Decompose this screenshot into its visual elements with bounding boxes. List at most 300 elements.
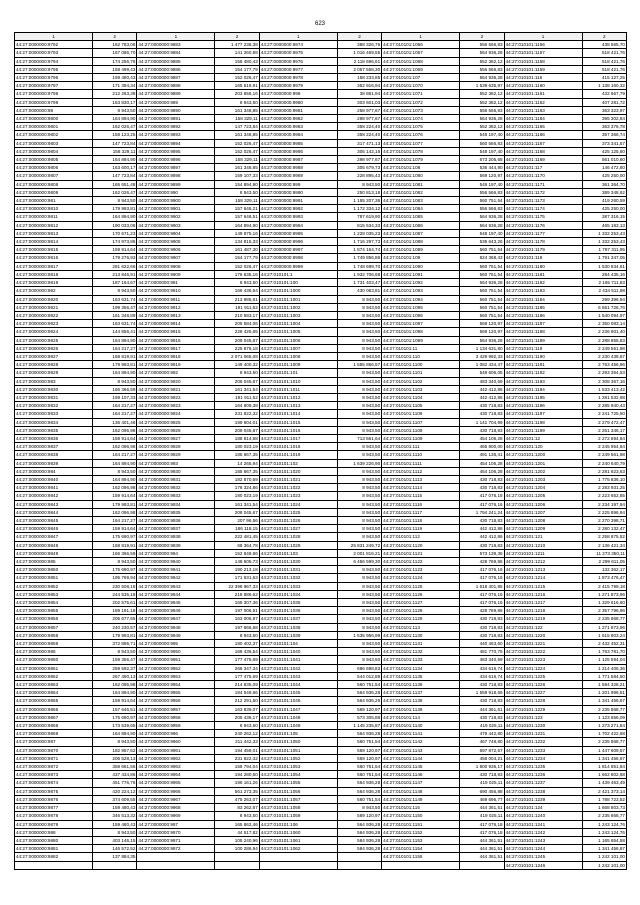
table-row [15,295,627,303]
cadastral-number-cell: 44:27:0000000:9851 [15,574,93,582]
table-row [15,139,627,147]
cadastral-number-cell: 44:27:010101:1016 [259,426,337,434]
cadastral-value-cell: 161 348,89 [93,311,137,319]
cadastral-value-cell: 188 814,88 [215,434,259,442]
cadastral-number-cell: 44:27:010101:12 [504,434,582,442]
cadastral-number-cell: 44:27:010101:1208 [504,516,582,524]
cadastral-value-cell: 564 936,28 [337,787,381,795]
cadastral-number-cell: 44:27:0000000:9943 [137,582,215,590]
cadastral-value-cell: 158 329,11 [215,197,259,205]
cadastral-number-cell: 44:27:010101:1219 [504,615,582,623]
cadastral-value-cell: 417 076,16 [460,574,504,582]
cadastral-number-cell: 44:27:010101:108 [382,164,460,172]
cadastral-number-cell: 44:27:0000000:9923 [137,402,215,410]
cadastral-number-cell: 44:27:010101:1148 [382,787,460,795]
cadastral-number-cell: 44:27:010101:1024 [259,500,337,508]
cadastral-number-cell: 44:27:0000000:9953 [137,672,215,680]
table-row [15,451,627,459]
cadastral-number-cell: 44:27:010101:1246 [504,861,582,869]
table-row [15,738,627,746]
cadastral-value-cell: 162 095,98 [93,681,137,689]
cadastral-value-cell: 8 943,50 [337,344,381,352]
cadastral-number-cell: 44:27:010101:1144 [382,754,460,762]
cadastral-number-cell: 44:27:0000000:995 [137,640,215,648]
cadastral-value-cell: 157 646,21 [215,205,259,213]
table-row [15,467,627,475]
cadastral-value-cell: 8 943,50 [337,443,381,451]
cadastral-value-cell: 544 012,89 [337,672,381,680]
cadastral-value-cell: 465 800,00 [460,443,504,451]
cadastral-number-cell: 44:27:0000000:9870 [15,746,93,754]
table-row [15,558,627,566]
cadastral-number-cell: 44:27:010101:1137 [382,689,460,697]
table-row [15,402,627,410]
cadastral-value-cell: 8 943,50 [337,640,381,648]
cadastral-number-cell: 44:27:0000000:9932 [137,484,215,492]
table-row [15,221,627,229]
table-row [15,49,627,57]
cadastral-value-cell: 430 718,83 [460,631,504,639]
cadastral-number-cell: 44:27:0000000:990 [137,188,215,196]
cadastral-number-cell: 44:27:010101:1221 [504,640,582,648]
cadastral-number-cell: 44:27:0000000:9802 [15,131,93,139]
cadastral-number-cell: 44:27:0000000:9854 [15,599,93,607]
table-row [15,541,627,549]
cadastral-number-cell: 44:27:0000000:9841 [15,484,93,492]
cadastral-value-cell: 560 751,54 [460,311,504,319]
cadastral-number-cell: 44:27:010101:106 [259,820,337,828]
cadastral-number-cell: 44:27:0000000:9977 [259,65,337,73]
cadastral-number-cell: 44:27:0000000:996 [137,730,215,738]
cadastral-value-cell: 231 822,32 [215,754,259,762]
cadastral-value-cell: 187 164,67 [93,279,137,287]
cadastral-number-cell: 44:27:0000000:9801 [15,123,93,131]
cadastral-value-cell: 569 120,97 [460,320,504,328]
header-cell: 2 [215,33,259,41]
cadastral-number-cell: 44:27:0000000:9983 [259,123,337,131]
table-row [15,344,627,352]
cadastral-value-cell: 168 436,54 [215,648,259,656]
cadastral-number-cell: 44:27:0000000:9836 [15,434,93,442]
cadastral-value-cell: 444 361,51 [460,705,504,713]
cadastral-number-cell: 44:27:0000000:9811 [15,213,93,221]
cadastral-value-cell: 2 071 065,08 [215,352,259,360]
cadastral-number-cell: 44:27:010101:1086 [382,221,460,229]
cadastral-number-cell: 44:27:0000000:9853 [15,590,93,598]
cadastral-number-cell: 44:27:010101:1225 [504,672,582,680]
cadastral-number-cell: 44:27:010101:1067 [382,49,460,57]
cadastral-value-cell: 206 528,13 [93,754,137,762]
cadastral-value-cell: 1 016 469,55 [337,49,381,57]
cadastral-number-cell: 44:27:010101:1015 [259,418,337,426]
cadastral-value-cell: 152 026,47 [215,262,259,270]
table-row [15,508,627,516]
cadastral-value-cell: 163 631,74 [93,295,137,303]
cadastral-number-cell: 44:27:010101:1073 [382,106,460,114]
cadastral-number-cell: 44:27:010101:1236 [504,771,582,779]
header-row [15,33,627,41]
table-row [15,377,627,385]
cadastral-value-cell: 2 281 623,63 [582,467,626,475]
table-row [15,254,627,262]
table-row [15,648,627,656]
cadastral-value-cell: 518 421,76 [582,57,626,65]
cadastral-value-cell: 1 555 866,57 [337,361,381,369]
cadastral-number-cell: 44:27:0000000:9855 [15,607,93,615]
cadastral-value-cell: 2 240 640,79 [582,459,626,467]
cadastral-number-cell: 44:27:010101:1053 [259,763,337,771]
cadastral-number-cell: 44:27:0000000:993 [137,459,215,467]
cadastral-number-cell: 44:27:010101:1002 [259,303,337,311]
cadastral-value-cell: 164 217,27 [93,402,137,410]
cadastral-value-cell: 8 943,50 [337,533,381,541]
cadastral-number-cell: 44:27:010101:1129 [382,615,460,623]
cadastral-number-cell: 44:27:0000000:9928 [137,443,215,451]
cadastral-number-cell: 44:27:0000000:9920 [137,377,215,385]
cadastral-number-cell: 44:27:010101:1220 [504,631,582,639]
cadastral-value-cell: 824 368,43 [460,254,504,262]
cadastral-number-cell: 44:27:0000000:9821 [15,303,93,311]
cadastral-number-cell: 44:27:010101:1074 [382,115,460,123]
cadastral-number-cell: 44:27:0000000:9901 [137,205,215,213]
cadastral-value-cell: 199 604,01 [215,418,259,426]
cadastral-number-cell: 44:27:010101:124 [504,804,582,812]
cadastral-value-cell: 564 936,28 [460,74,504,82]
cadastral-value-cell: 1 535 956,99 [337,631,381,639]
cadastral-value-cell: 158 329,11 [215,115,259,123]
cadastral-number-cell: 44:27:010101:1213 [504,566,582,574]
cadastral-value-cell: 2 308 367,16 [582,377,626,385]
cadastral-number-cell: 44:27:010101:1043 [259,672,337,680]
cadastral-number-cell: 44:27:0000000:9913 [137,311,215,319]
cadastral-number-cell: 44:27:010101:1071 [382,90,460,98]
cadastral-number-cell: 44:27:010101:1209 [504,525,582,533]
cadastral-value-cell: 231 822,32 [215,410,259,418]
cadastral-number-cell: 44:27:0000000:9874 [15,779,93,787]
cadastral-number-cell: 44:27:0000000:9903 [137,221,215,229]
cadastral-number-cell: 44:27:0000000:9919 [137,361,215,369]
cadastral-number-cell: 44:27:010101:1149 [382,795,460,803]
cadastral-value-cell: 686 698,83 [337,664,381,672]
cadastral-number-cell: 44:27:010101:1218 [504,607,582,615]
cadastral-number-cell: 44:27:010101:1232 [504,738,582,746]
table-row [15,549,627,557]
cadastral-number-cell: 44:27:010101:1231 [504,730,582,738]
cadastral-number-cell: 44:27:010101:1060 [259,828,337,836]
cadastral-number-cell: 44:27:0000000:9904 [137,229,215,237]
cadastral-value-cell: 430 718,83 [460,615,504,623]
cadastral-number-cell: 44:27:010101:1105 [382,402,460,410]
cadastral-value-cell: 2 434 511,98 [582,287,626,295]
table-row [15,82,627,90]
cadastral-value-cell: 584 936,28 [337,845,381,853]
cadastral-value-cell: 281 622,66 [93,262,137,270]
cadastral-value-cell: 185 667,35 [215,467,259,475]
cadastral-number-cell: 44:27:0000000:9982 [259,115,337,123]
cadastral-value-cell: 430 718,83 [460,426,504,434]
table-row [15,631,627,639]
cadastral-number-cell: 44:27:010101:1234 [504,754,582,762]
cadastral-number-cell: 44:27:0000000:999 [259,180,337,188]
cadastral-value-cell: 552 382,12 [460,90,504,98]
cadastral-number-cell: 44:27:0000000:9991 [259,197,337,205]
cadastral-number-cell: 44:27:010101:1115 [382,492,460,500]
cadastral-number-cell: 44:27:010101:101 [259,369,337,377]
cadastral-number-cell: 44:27:0000000:9944 [137,590,215,598]
cadastral-value-cell: 157 646,51 [215,213,259,221]
table-row [15,426,627,434]
cadastral-number-cell: 44:27:010101:1124 [382,574,460,582]
cadastral-value-cell: 166 366,59 [93,385,137,393]
cadastral-number-cell: 44:27:010101:1094 [382,295,460,303]
cadastral-value-cell: 171 394,34 [93,82,137,90]
cadastral-value-cell: 442 412,86 [460,393,504,401]
cadastral-number-cell: 44:27:0000000:9868 [15,722,93,730]
cadastral-number-cell: 44:27:0000000:9987 [259,156,337,164]
cadastral-value-cell: 185 667,35 [215,451,259,459]
table-row [15,434,627,442]
cadastral-number-cell: 44:27:010101:1008 [259,352,337,360]
cadastral-number-cell: 44:27:0000000:9937 [137,525,215,533]
cadastral-value-cell: 1 242 101,00 [582,853,626,861]
cadastral-number-cell: 44:27:010101:1206 [504,500,582,508]
cadastral-value-cell: 2 245 954,84 [582,443,626,451]
cadastral-number-cell: 44:27:010101:1121 [382,549,460,557]
table-row [15,131,627,139]
cadastral-number-cell: 44:27:0000000:9807 [15,172,93,180]
table-row [15,303,627,311]
cadastral-value-cell: 8 943,50 [337,623,381,631]
cadastral-number-cell: 44:27:0000000:9927 [137,434,215,442]
cadastral-value-cell: 417 076,16 [460,599,504,607]
cadastral-value-cell: 305 142,16 [337,147,381,155]
cadastral-value-cell: 434 616,74 [460,672,504,680]
cadastral-number-cell: 44:27:010101:1227 [504,689,582,697]
cadastral-value-cell: 240 262,12 [215,730,259,738]
cadastral-value-cell: 162 096,98 [93,443,137,451]
cadastral-number-cell: 44:27:0000000:9859 [15,640,93,648]
cadastral-value-cell: 154 894,90 [215,180,259,188]
cadastral-value-cell: 346 513,32 [93,812,137,820]
cadastral-number-cell: 44:27:010101:1178 [504,238,582,246]
cadastral-number-cell: 44:27:010101:1224 [504,664,582,672]
cadastral-value-cell: 214 835,09 [215,681,259,689]
cadastral-value-cell: 1 214 406,36 [582,664,626,672]
cadastral-number-cell: 44:27:0000000:9940 [137,558,215,566]
cadastral-number-cell: 44:27:010101:1013 [259,402,337,410]
cadastral-value-cell: 425 250,00 [582,205,626,213]
cadastral-value-cell: 179 993,81 [93,500,137,508]
cadastral-number-cell: 44:27:0000000:9823 [15,320,93,328]
cadastral-number-cell: 44:27:0000000:9815 [15,246,93,254]
cadastral-number-cell: 44:27:0000000:9882 [15,853,93,861]
cadastral-number-cell: 44:27:010101:1153 [382,836,460,844]
table-row [15,172,627,180]
cadastral-number-cell: 44:27:010101:1081 [382,180,460,188]
header-cell: 1 [15,33,93,41]
cadastral-number-cell: 44:27:010101:1125 [382,582,460,590]
cadastral-value-cell: 1 341 456,67 [582,697,626,705]
cadastral-number-cell: 44:27:010101:1034 [259,590,337,598]
cadastral-number-cell: 44:27:0000000:9910 [137,287,215,295]
cadastral-value-cell: 2 230 438,67 [582,352,626,360]
table-row [15,484,627,492]
cadastral-value-cell [460,861,504,869]
cadastral-number-cell: 44:27:010101:1059 [259,812,337,820]
cadastral-number-cell: 44:27:010101:1100 [382,361,460,369]
cadastral-value-cell: 228 425,65 [215,328,259,336]
cadastral-number-cell: 44:27:010101:1194 [504,385,582,393]
cadastral-number-cell: 44:27:010101:1123 [382,566,460,574]
cadastral-number-cell: 44:27:0000000:9963 [137,763,215,771]
cadastral-value-cell: 6 456 599,30 [337,558,381,566]
table-body [15,41,627,870]
cadastral-value-cell: 2 280 132,47 [582,525,626,533]
cadastral-number-cell: 44:27:010101:1158 [504,57,582,65]
cadastral-value-cell: 1 763 781,70 [582,648,626,656]
cadastral-number-cell: 44:27:0000000:992 [137,369,215,377]
cadastral-value-cell: 173 539,65 [93,722,137,730]
cadastral-value-cell: 1 155 207,36 [337,197,381,205]
cadastral-number-cell: 44:27:010101:1133 [382,656,460,664]
cadastral-value-cell: 8 943,50 [337,599,381,607]
cadastral-number-cell: 44:27:0000000:9831 [15,393,93,401]
cadastral-number-cell: 44:27:0000000:9852 [15,582,93,590]
cadastral-value-cell [337,853,381,861]
cadastral-value-cell: 564 936,28 [460,115,504,123]
cadastral-value-cell: 2 136 421,34 [582,541,626,549]
cadastral-number-cell: 44:27:010101:1211 [504,549,582,557]
cadastral-number-cell: 44:27:010101:1012 [259,393,337,401]
table-row [15,336,627,344]
cadastral-number-cell: 44:27:010101:1117 [382,508,460,516]
cadastral-number-cell: 44:27:010101:1045 [259,689,337,697]
cadastral-number-cell: 44:27:010101:116 [504,74,582,82]
cadastral-value-cell: 584 936,28 [337,836,381,844]
table-row [15,672,627,680]
table-row [15,599,627,607]
cadastral-number-cell: 44:27:0000000:9935 [137,508,215,516]
cadastral-value-cell: 8 943,50 [93,197,137,205]
cadastral-value-cell: 158 123,25 [93,131,137,139]
cadastral-number-cell: 44:27:010101:1131 [382,640,460,648]
cadastral-number-cell: 44:27:0000000:9862 [15,672,93,680]
cadastral-value-cell: 177 475,69 [215,672,259,680]
cadastral-number-cell: 44:27:010101:1027 [259,525,337,533]
cadastral-value-cell: 240 230,57 [93,623,137,631]
cadastral-value-cell: 162 026,47 [93,188,137,196]
cadastral-value-cell: 212 263,38 [93,90,137,98]
header-cell: 1 [382,33,460,41]
cadastral-value-cell: 560 751,54 [460,262,504,270]
cadastral-number-cell: 44:27:0000000:9995 [259,229,337,237]
cadastral-value-cell: 2 236 601,40 [582,328,626,336]
table-row [15,90,627,98]
cadastral-number-cell: 44:27:0000000:9938 [137,533,215,541]
cadastral-number-cell: 44:27:010101:1226 [504,681,582,689]
cadastral-value-cell: 205 677,65 [93,615,137,623]
cadastral-value-cell: 2 165 711,83 [582,279,626,287]
cadastral-number-cell: 44:27:010101:1058 [259,804,337,812]
cadastral-value-cell: 556 566,83 [460,41,504,49]
cadastral-value-cell: 162 096,98 [93,508,137,516]
cadastral-number-cell: 44:27:010101:1046 [259,697,337,705]
cadastral-number-cell: 44:27:0000000:9951 [137,656,215,664]
cadastral-number-cell: 44:27:0000000:9839 [15,459,93,467]
cadastral-value-cell: 8 943,50 [337,377,381,385]
cadastral-number-cell: 44:27:0000000:9813 [15,229,93,237]
cadastral-value-cell: 8 943,50 [93,377,137,385]
cadastral-value-cell: 1 791 347,05 [582,254,626,262]
cadastral-number-cell: 44:27:010101:1023 [259,492,337,500]
cadastral-number-cell: 44:27:010101:1141 [382,730,460,738]
cadastral-number-cell: 44:27:0000000:9988 [259,164,337,172]
cadastral-value-cell: 430 718,83 [460,541,504,549]
cadastral-value-cell: 303 601,03 [337,98,381,106]
cadastral-number-cell: 44:27:0000000:9967 [137,795,215,803]
cadastral-number-cell: 44:27:0000000:9858 [15,631,93,639]
cadastral-value-cell: 8 943,50 [337,582,381,590]
cadastral-number-cell: 44:27:010101:1187 [504,320,582,328]
cadastral-number-cell: 44:27:010101:1230 [504,722,582,730]
cadastral-value-cell: 2 763 456,96 [582,361,626,369]
cadastral-value-cell: 211 442,33 [215,738,259,746]
cadastral-number-cell: 44:27:010101:1237 [504,779,582,787]
cadastral-value-cell: 166 436,54 [215,287,259,295]
cadastral-number-cell: 44:27:010101:1026 [259,516,337,524]
cadastral-number-cell: 44:27:0000000:98 [15,106,93,114]
cadastral-number-cell: 44:27:0000000:9895 [137,147,215,155]
cadastral-number-cell: 44:27:0000000:9924 [137,410,215,418]
cadastral-number-cell: 44:27:010101:1106 [382,410,460,418]
cadastral-value-cell: 8 943,50 [337,352,381,360]
cadastral-value-cell: 8 943,50 [337,311,381,319]
cadastral-value-cell: 1 794 241,24 [460,508,504,516]
table-row [15,279,627,287]
cadastral-number-cell: 44:27:010101:1170 [504,172,582,180]
table-row [15,730,627,738]
cadastral-number-cell: 44:27:010101:1001 [259,295,337,303]
cadastral-number-cell: 44:27:010101:1172 [504,188,582,196]
cadastral-value-cell: 2 299 611,05 [582,558,626,566]
cadastral-number-cell: 44:27:010101:1041 [259,656,337,664]
cadastral-value-cell: 186 118,15 [215,525,259,533]
cadastral-number-cell: 44:27:010101:1203 [504,475,582,483]
cadastral-number-cell: 44:27:0000000:982 [15,287,93,295]
cadastral-number-cell: 44:27:0000000:9997 [259,246,337,254]
cadastral-number-cell: 44:27:010101:1183 [504,287,582,295]
cadastral-number-cell: 44:27:010101:1184 [504,295,582,303]
cadastral-number-cell: 44:27:0000000:9892 [137,123,215,131]
cadastral-number-cell: 44:27:0000000:9846 [15,525,93,533]
table-row [15,640,627,648]
cadastral-number-cell: 44:27:010101:1061 [259,836,337,844]
cadastral-value-cell: 548 197,40 [460,147,504,155]
cadastral-value-cell: 374 609,55 [93,795,137,803]
cadastral-number-cell: 44:27:0000000:9950 [137,648,215,656]
cadastral-value-cell: 444 361,51 [460,845,504,853]
table-row [15,861,627,869]
cadastral-number-cell: 44:27:0000000:9884 [137,49,215,57]
cadastral-number-cell: 44:27:010101:1177 [504,229,582,237]
cadastral-number-cell: 44:27:0000000:9822 [15,311,93,319]
cadastral-number-cell: 44:27:010101:1076 [382,131,460,139]
cadastral-value-cell: 444 361,51 [460,804,504,812]
cadastral-number-cell: 44:27:010101:1212 [504,558,582,566]
cadastral-value-table [14,32,627,870]
page-number: 623 [314,21,325,27]
cadastral-number-cell: 44:27:010101:1096 [382,311,460,319]
